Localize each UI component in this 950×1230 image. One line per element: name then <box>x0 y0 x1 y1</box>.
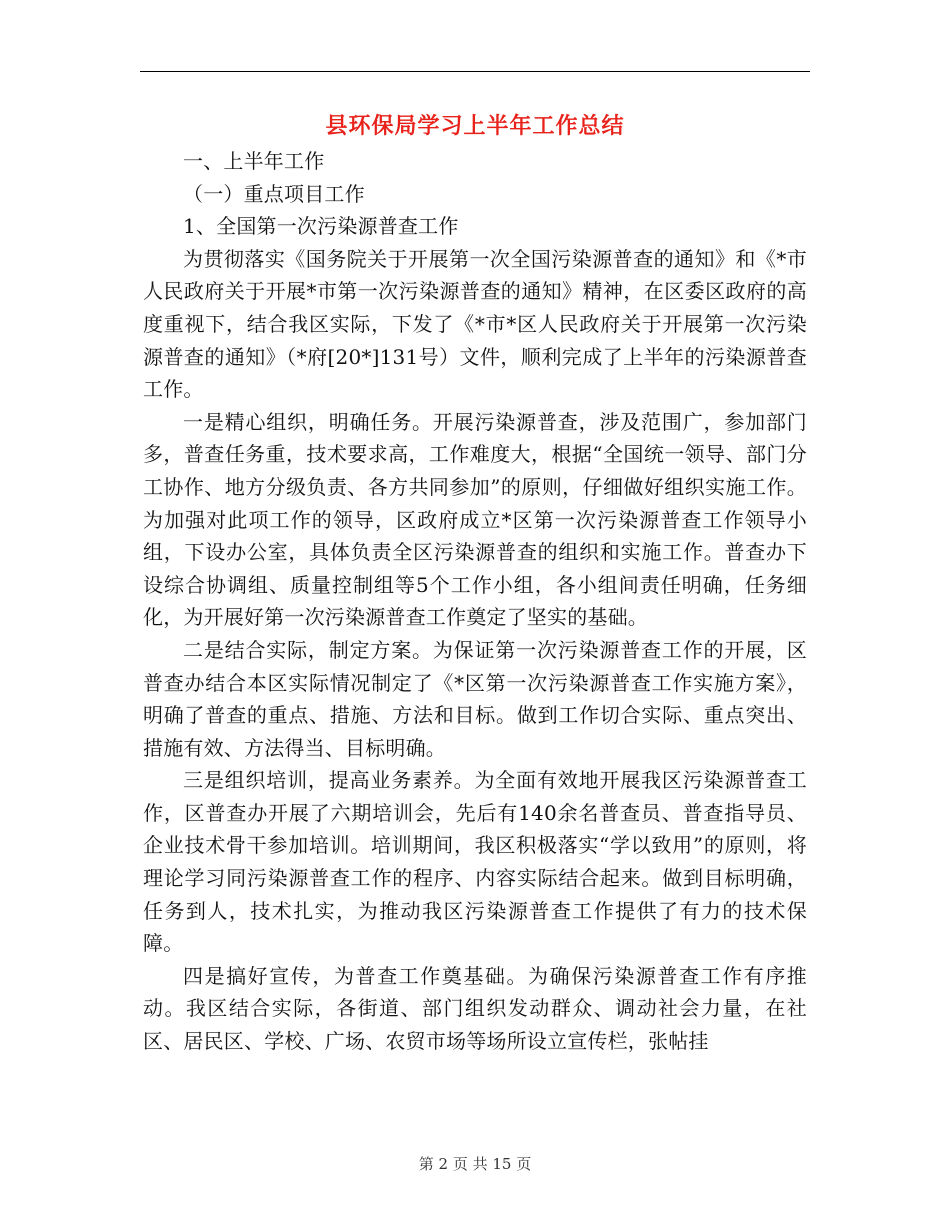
body-paragraph: 四是搞好宣传，为普查工作奠基础。为确保污染源普查工作有序推动。我区结合实际，各街道、部门组织发动群众、调动社会力量，在社区、居民区、学校、广场、农贸市场等场所设立宣传栏，张帖挂 <box>143 963 807 1054</box>
page-number: 第 2 页 共 15 页 <box>418 1155 532 1173</box>
header-rule <box>140 71 810 72</box>
body-paragraph: 为贯彻落实《国务院关于开展第一次全国污染源普查的通知》和《*市人民政府关于开展*市第一次污染源普查的通知》精神，在区委区政府的高度重视下，结合我区实际，下发了《*市*区人民政府关于开展第一次污染源普查的通知》（*府[20*]131号）文件，顺利完成了上半年的污染源普查工作。 <box>143 246 807 402</box>
body-paragraph: 一是精心组织，明确任务。开展污染源普查，涉及范围广，参加部门多，普查任务重，技术要求高，工作难度大，根据“全国统一领导、部门分工协作、地方分级负责、各方共同参加”的原则，仔细做好组织实施工作。为加强对此项工作的领导，区政府成立*区第一次污染源普查工作领导小组，下设办公室，具体负责全区污染源普查的组织和实施工作。普查办下设综合协调组、质量控制组等5个工作小组，各小组间责任明确，任务细化，为开展好第一次污染源普查工作奠定了坚实的基础。 <box>143 409 807 630</box>
document-body <box>143 145 807 1058</box>
subsection-heading: （一）重点项目工作 <box>183 181 365 206</box>
section-heading: 一、上半年工作 <box>183 149 325 173</box>
body-paragraph: 三是组织培训，提高业务素养。为全面有效地开展我区污染源普查工作，区普查办开展了六期培训会，先后有140余名普查员、普查指导员、企业技术骨干参加培训。培训期间，我区积极落实“学以致用”的原则，将理论学习同污染源普查工作的程序、内容实际结合起来。做到目标明确，任务到人，技术扎实，为推动我区污染源普查工作提供了有力的技术保障。 <box>143 768 807 956</box>
body-paragraph: 二是结合实际，制定方案。为保证第一次污染源普查工作的开展，区普查办结合本区实际情况制定了《*区第一次污染源普查工作实施方案》，明确了普查的重点、措施、方法和目标。做到工作切合实际、重点突出、措施有效、方法得当、目标明确。 <box>143 637 807 760</box>
document-title: 县环保局学习上半年工作总结 <box>325 113 625 139</box>
item-heading: 1、全国第一次污染源普查工作 <box>183 214 459 239</box>
